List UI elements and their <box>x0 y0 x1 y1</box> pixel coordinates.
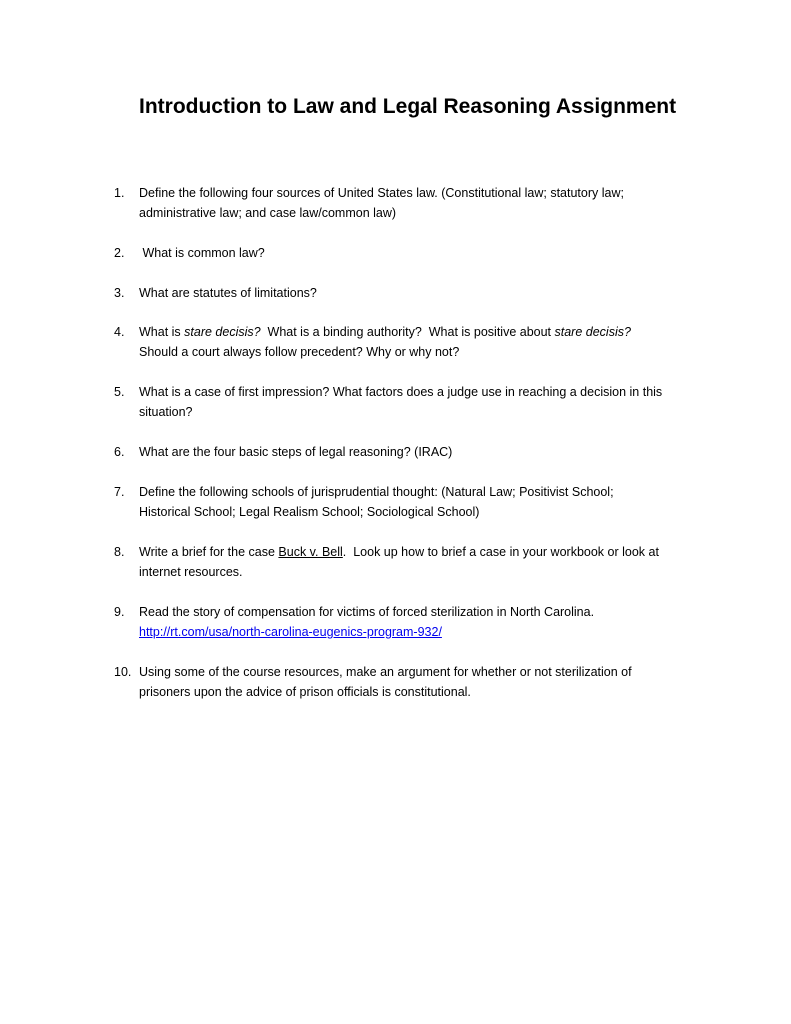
item-text-line: Should a court always follow precedent? Why or why not? <box>139 345 460 359</box>
document-title: Introduction to Law and Legal Reasoning Assignment <box>139 95 677 118</box>
item-text-line: administrative law; and case law/common law) <box>139 206 397 220</box>
list-item-1 <box>114 183 704 223</box>
list-item-7 <box>114 482 704 522</box>
list-item-6 <box>114 442 704 462</box>
item-text-line: Using some of the course resources, make an argument for whether or not sterilization of <box>139 665 632 679</box>
item-text: What is a binding authority? What is positive about <box>260 325 555 339</box>
item-number: 2. <box>114 246 125 260</box>
item-text-line: What are the four basic steps of legal reasoning? (IRAC) <box>139 445 453 459</box>
item-text: What is <box>139 325 185 339</box>
article-link[interactable]: http://rt.com/usa/north-carolina-eugenics-program-932/ <box>139 625 442 639</box>
item-number: 1. <box>114 186 125 200</box>
item-text-line: Define the following schools of jurisprudential thought: (Natural Law; Positivist School; <box>139 485 614 499</box>
item-text-line: Define the following four sources of United States law. (Constitutional law; statutory law; <box>139 186 624 200</box>
item-text-line: What is common law? <box>139 246 265 260</box>
list-item-8 <box>114 542 704 582</box>
item-number: 5. <box>114 385 125 399</box>
italic-term: stare decisis? <box>184 325 261 339</box>
item-text-line: What is a case of first impression? What factors does a judge use in reaching a decision in this <box>139 385 663 399</box>
item-number: 9. <box>114 605 125 619</box>
item-number: 4. <box>114 325 125 339</box>
item-text: Write a brief for the case <box>139 545 279 559</box>
italic-term: stare decisis? <box>554 325 631 339</box>
item-number: 7. <box>114 485 125 499</box>
item-text-line: situation? <box>139 405 193 419</box>
item-number: 3. <box>114 286 125 300</box>
item-text-line: Historical School; Legal Realism School; Sociological School) <box>139 505 480 519</box>
case-name: Buck v. Bell <box>278 545 343 559</box>
item-text-line: internet resources. <box>139 565 243 579</box>
item-text-line: What are statutes of limitations? <box>139 286 317 300</box>
item-number: 10. <box>114 665 132 679</box>
list-item-5 <box>114 382 704 422</box>
item-number: 8. <box>114 545 125 559</box>
list-item-4 <box>114 322 704 362</box>
list-item-9 <box>114 602 704 642</box>
list-item-3 <box>114 283 704 303</box>
item-text: . Look up how to brief a case in your workbook or look at <box>342 545 659 559</box>
item-number: 6. <box>114 445 125 459</box>
item-text-line: Read the story of compensation for victims of forced sterilization in North Carolina. <box>139 605 595 619</box>
list-item-10 <box>114 662 704 702</box>
item-text-line: prisoners upon the advice of prison officials is constitutional. <box>139 685 471 699</box>
list-item-2 <box>114 243 704 263</box>
